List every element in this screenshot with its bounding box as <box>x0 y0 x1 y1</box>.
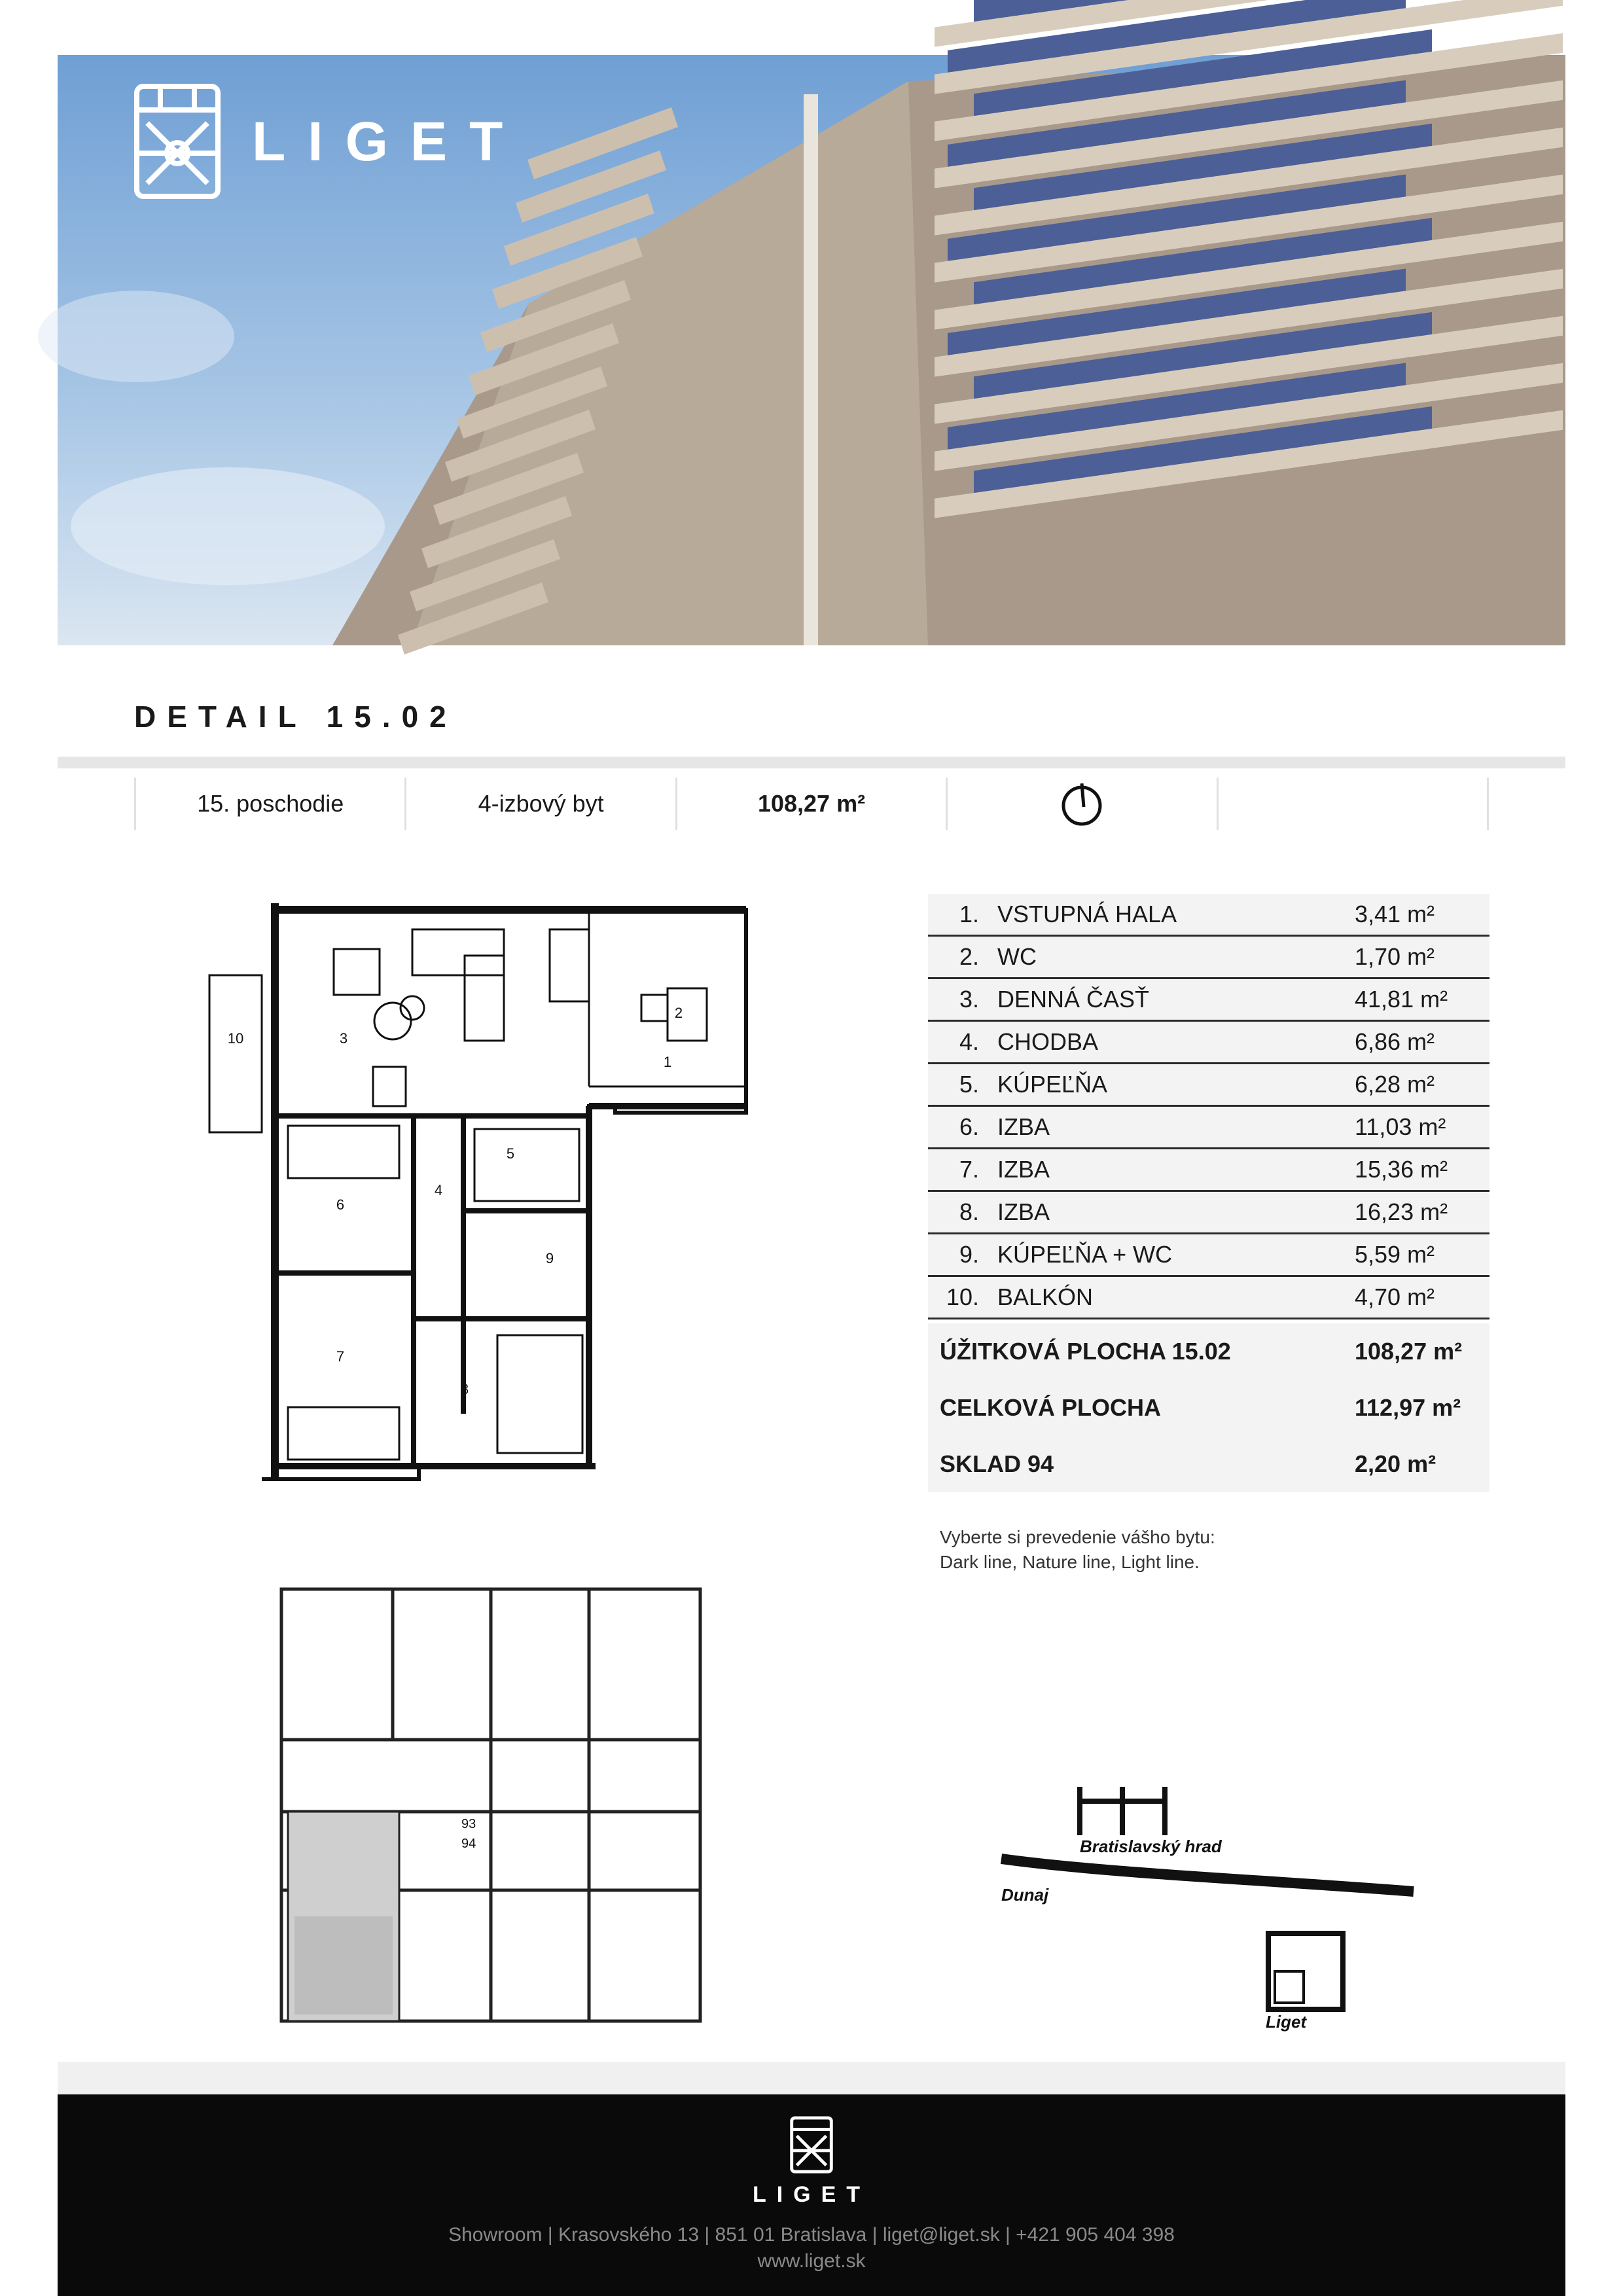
plan-label: 2 <box>674 1005 683 1021</box>
footer <box>58 2094 1565 2296</box>
castle-label: Bratislavský hrad <box>1080 1837 1222 1856</box>
room-row <box>928 894 1489 937</box>
room-area: 1,70 m² <box>1355 943 1435 970</box>
room-name: IZBA <box>997 1113 1050 1140</box>
total-row <box>928 1436 1489 1492</box>
plan-label: 10 <box>227 1030 244 1047</box>
brand-logo <box>134 84 525 199</box>
apartment-area: 108,27 m² <box>675 778 946 830</box>
plan-label: 4 <box>434 1182 443 1198</box>
plan-label: 6 <box>336 1196 345 1213</box>
room-name: DENNÁ ČASŤ <box>997 986 1150 1013</box>
room-name: WC <box>997 943 1037 970</box>
room-row <box>928 979 1489 1022</box>
room-name: CHODBA <box>997 1028 1099 1055</box>
room-name: IZBA <box>997 1156 1050 1183</box>
compass-cell <box>946 778 1216 830</box>
liget-emblem-icon <box>790 2117 833 2173</box>
brand-wordmark: LIGET <box>252 110 526 172</box>
room-area: 4,70 m² <box>1355 1283 1435 1310</box>
room-num: 8. <box>959 1198 979 1225</box>
floor-info: 15. poschodie <box>134 778 404 830</box>
room-row <box>928 937 1489 979</box>
liget-emblem-icon <box>134 84 221 199</box>
room-area: 5,59 m² <box>1355 1241 1435 1268</box>
plan-room-labels <box>228 1005 683 1397</box>
room-num: 3. <box>959 986 979 1013</box>
total-name: CELKOVÁ PLOCHA <box>940 1394 1162 1421</box>
rooms-table <box>928 894 1489 1492</box>
divider <box>58 757 1565 768</box>
room-num: 5. <box>959 1071 979 1098</box>
site-label: Liget <box>1266 2012 1307 2032</box>
room-row <box>928 1107 1489 1149</box>
footer-website[interactable]: www.liget.sk <box>757 2250 866 2272</box>
plan-label: 8 <box>460 1381 469 1397</box>
location-map <box>988 1775 1459 2053</box>
compass-icon <box>1059 781 1105 827</box>
plan-label: 5 <box>506 1145 515 1162</box>
footer-contact: Showroom | Krasovského 13 | 851 01 Bratislava | liget@liget.sk | +421 905 404 398 <box>448 2224 1175 2246</box>
river-label: Dunaj <box>1001 1885 1049 1905</box>
apartment-type: 4-izbový byt <box>404 778 675 830</box>
total-area: 108,27 m² <box>1355 1338 1463 1365</box>
room-area: 15,36 m² <box>1355 1156 1448 1183</box>
finish-note: Vyberte si prevedenie vášho bytu: Dark line, Nature line, Light line. <box>940 1527 1215 1572</box>
room-name: VSTUPNÁ HALA <box>997 901 1177 927</box>
room-num: 6. <box>959 1113 979 1140</box>
apartment-floor-plan <box>227 890 759 1506</box>
room-num: 10. <box>946 1283 979 1310</box>
room-name: KÚPEĽŇA + WC <box>997 1241 1173 1268</box>
plan-label: 1 <box>663 1054 672 1070</box>
room-row <box>928 1234 1489 1277</box>
room-area: 41,81 m² <box>1355 986 1448 1013</box>
room-row <box>928 1277 1489 1319</box>
room-num: 9. <box>959 1241 979 1268</box>
room-area: 16,23 m² <box>1355 1198 1448 1225</box>
room-area: 6,28 m² <box>1355 1071 1435 1098</box>
room-num: 4. <box>959 1028 979 1055</box>
plan-label: 9 <box>545 1250 554 1266</box>
room-area: 3,41 m² <box>1355 901 1435 927</box>
room-row <box>928 1149 1489 1192</box>
page-title: DETAIL 15.02 <box>134 700 457 734</box>
room-name: KÚPEĽŇA <box>997 1071 1108 1098</box>
plan-label: 7 <box>336 1348 345 1365</box>
room-row <box>928 1022 1489 1064</box>
room-row <box>928 1064 1489 1107</box>
total-area: 112,97 m² <box>1355 1394 1461 1421</box>
total-row <box>928 1323 1489 1380</box>
room-num: 1. <box>959 901 979 927</box>
footer-wordmark: LIGET <box>752 2182 871 2207</box>
room-row <box>928 1192 1489 1234</box>
total-area: 2,20 m² <box>1355 1450 1436 1477</box>
room-area: 6,86 m² <box>1355 1028 1435 1055</box>
info-bar <box>134 778 1489 830</box>
footer-band <box>58 2062 1565 2094</box>
room-name: IZBA <box>997 1198 1050 1225</box>
total-row <box>928 1380 1489 1436</box>
room-num: 7. <box>959 1156 979 1183</box>
room-num: 2. <box>959 943 979 970</box>
room-area: 11,03 m² <box>1355 1113 1446 1140</box>
storage-label: 93 <box>461 1817 476 1831</box>
total-name: ÚŽITKOVÁ PLOCHA 15.02 <box>940 1338 1231 1365</box>
total-name: SKLAD 94 <box>940 1450 1054 1477</box>
room-name: BALKÓN <box>997 1283 1094 1310</box>
info-empty-cell <box>1217 778 1489 830</box>
plan-label: 3 <box>339 1030 348 1047</box>
storage-label: 94 <box>461 1837 476 1851</box>
floor-overview-plan <box>275 1576 707 2037</box>
